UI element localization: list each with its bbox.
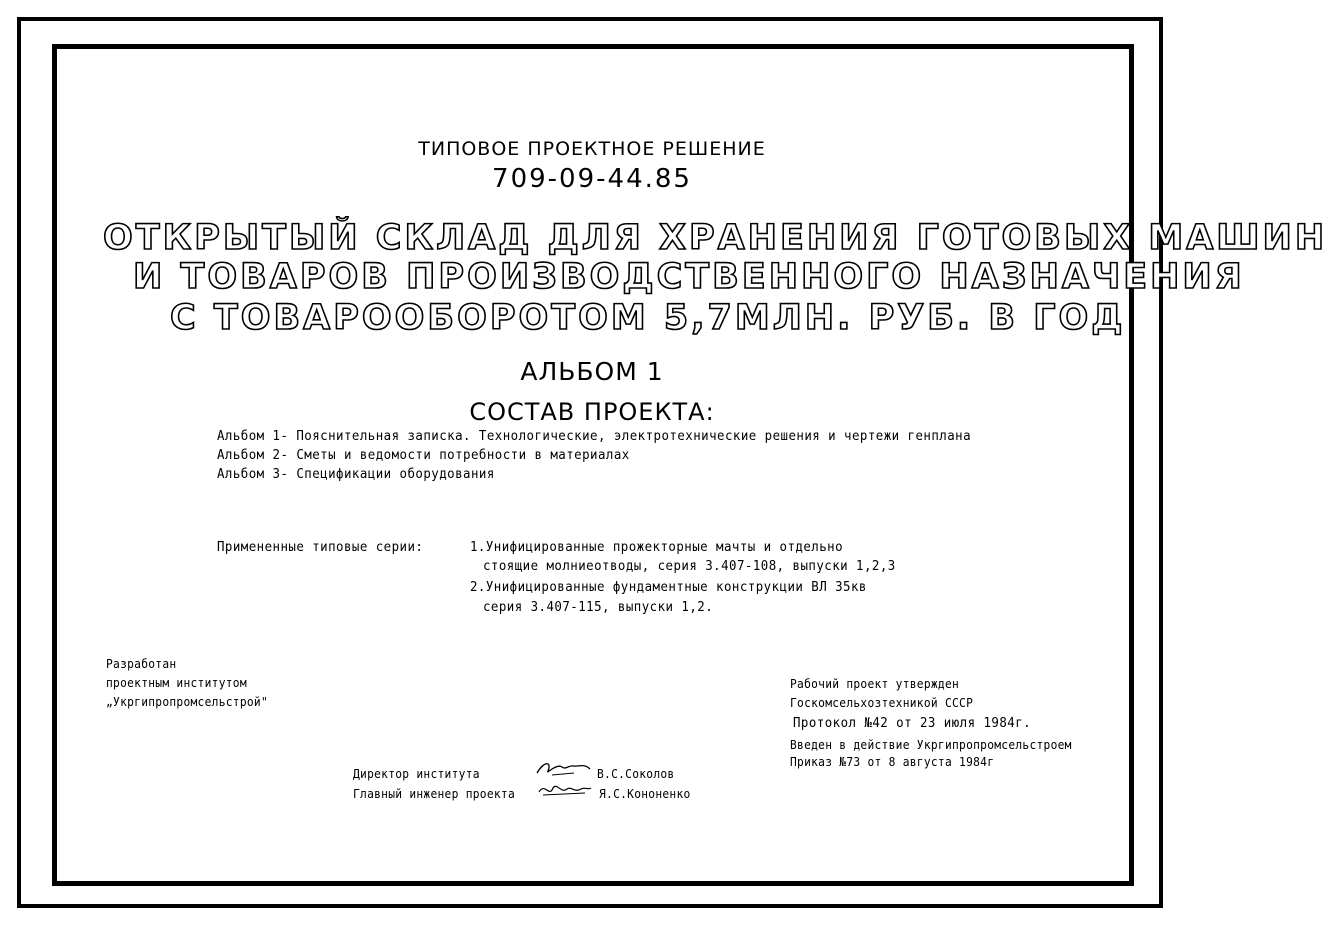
title-line-3: С ТОВАРООБОРОТОМ 5,7МЛН. РУБ. В ГОД: [170, 298, 1126, 338]
series-line: серия 3.407-115, выпуски 1,2.: [483, 599, 714, 615]
document-type: ТИПОВОЕ ПРОЕКТНОЕ РЕШЕНИЕ: [418, 138, 766, 160]
composition-heading: СОСТАВ ПРОЕКТА:: [469, 398, 715, 426]
series-line: 2.Унифицированные фундаментные конструкции ВЛ 35кв: [470, 579, 867, 595]
approval-line: Протокол №42 от 23 июля 1984г.: [793, 715, 1032, 731]
engineer-signature-icon: [537, 780, 593, 800]
title-line-2: И ТОВАРОВ ПРОИЗВОДСТВЕННОГО НАЗНАЧЕНИЯ: [133, 257, 1245, 297]
director-signature-icon: [534, 757, 594, 779]
album-label: АЛЬБОМ 1: [520, 357, 664, 386]
director-name: В.С.Соколов: [597, 766, 675, 781]
composition-item: Альбом 1- Пояснительная записка. Технологические, электротехнические решения и чертежи генплана: [217, 428, 972, 444]
series-line: 1.Унифицированные прожекторные мачты и отдельно: [470, 539, 844, 555]
series-label: Примененные типовые серии:: [217, 539, 424, 555]
title-line-1: ОТКРЫТЫЙ СКЛАД ДЛЯ ХРАНЕНИЯ ГОТОВЫХ МАШИН: [103, 218, 1327, 258]
director-title: Директор института: [353, 766, 480, 781]
approval-line: Госкомсельхозтехникой СССР: [790, 695, 974, 710]
composition-item: Альбом 2- Сметы и ведомости потребности в материалах: [217, 447, 630, 463]
approval-line: Рабочий проект утвержден: [790, 676, 960, 691]
document-number: 709-09-44.85: [492, 164, 692, 194]
engineer-name: Я.С.Кононенко: [599, 786, 691, 801]
developer-line: „Укргипропромсельстрой": [106, 694, 268, 709]
series-line: стоящие молниеотводы, серия 3.407-108, выпуски 1,2,3: [483, 558, 896, 574]
engineer-title: Главный инженер проекта: [353, 786, 515, 801]
approval-line: Введен в действие Укргипропромсельстроем: [790, 737, 1072, 752]
developer-line: проектным институтом: [106, 675, 247, 690]
developer-line: Разработан: [106, 656, 177, 671]
approval-line: Приказ №73 от 8 августа 1984г: [790, 754, 995, 769]
composition-item: Альбом 3- Спецификации оборудования: [217, 466, 495, 482]
